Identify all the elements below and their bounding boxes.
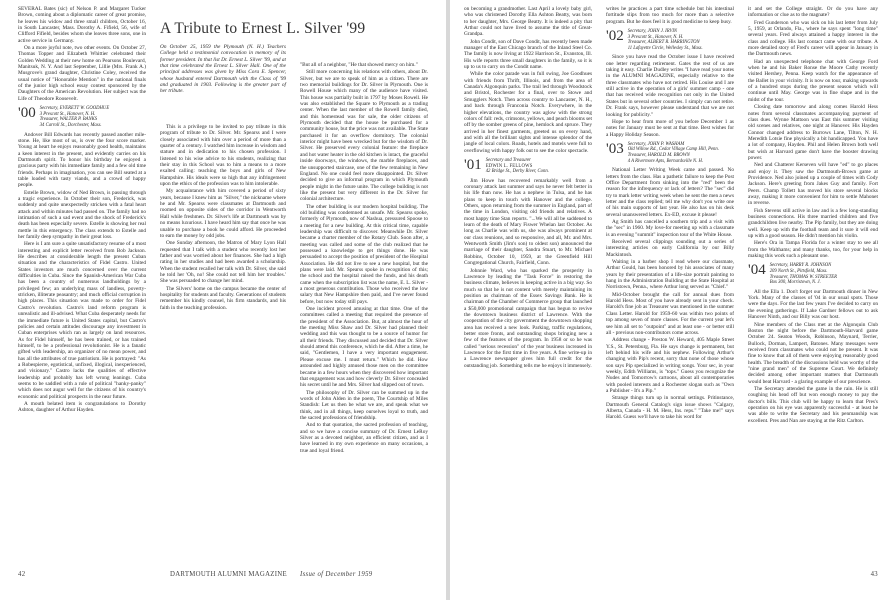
- class-treasurer-address: Box 300, Morristown, N. J.: [769, 280, 821, 286]
- class-officers: [486, 158, 549, 175]
- class-secretary-address: 3 Prescott St., Hanover, N. H.: [39, 111, 96, 117]
- column-1: [18, 6, 146, 561]
- paragraph: Ag Smith has cancelled a southern trip and a visit with the "sec" in 1960. My love-for meeting up with a classmate is an evening "summit" inspection tour of the White House.: [606, 219, 734, 238]
- class-number: '00: [18, 105, 36, 122]
- paragraph: Waiting in a barber shop I read where our classmate, Arthur Gould, has been honored by his associates of many years by their presentation of a life-size portrait painting to hang in the Administration Building at the State Hospital at Norristown, Penna., where Arthur long served as "Chief.": [606, 259, 734, 291]
- paragraph: Nine members of the Class met at the Algonquin Club Boston the night before the Dartmouth-Harvard game October 24. Seaton Woods, Robinson, Maynard, Terrier, Bullock, Dorman, Lampert, Batones. Many messages were received from classmates who could not be present. It was fine to know that all of them were enjoying reasonably good health. The breadth of the discussions held was worthy of the "nine grand men" of the Supreme Court. We definitely decided among other important matters that Dartmouth would beat Harvard - a glaring example of our prescience.: [748, 321, 878, 385]
- left-page: [0, 0, 446, 600]
- class-heading-1903: [606, 142, 734, 164]
- paragraph: Still more concerning his relations with others, about Dr. Silver, but we are to speak of him as a citizen. There are two memorial buildings for Dr. Silver in Plymouth. One is Rowell House which many of the audience have visited. This house was partially built in 1797 by Moses Rowell. He was also established the Square to Plymouth as a trading center. When the last member of the Rowell family died, and this homestead was for sale, the older citizens of Plymouth decided that the house be purchased for a community house, but the price was not available. The State purchased it for an overflow dormitory. The colonial interior might have been wrecked but for the wisdom of Dr. Silver. He preserved every colonial feature: the fireplace and hot water heater in the old kitchen is intact, the graceful inside doorways, the windows, the marble fireplaces, and the unsupported staircase, one of the few remaining in New England. No one could feel more disappointed. Dr. Silver decided to give an informal program in which Plymouth people might in the future unite. The college building is not like the present but very different in the Dr. Silver for colonial architecture.: [300, 69, 428, 203]
- paragraph: Mid-October brought the call for annual dues from Harold Hess. Most of you have already sent in your check. Harold's fine job as Treasurer was mentioned in the summer Class Letter. Harold for 1959-60 was within two points of top among seven of more classes. For the current year let's see him all set to "outpoint" and at least one - or better still all - previous non-contributors come across.: [606, 291, 734, 336]
- paragraph: While the color parade was in full swing, Joe Goodhues with friends from Thrift, Illinois, and from the area of Canada's Algonquin parks. The trail led through Woodstock and Bristol, Rochester for a final, over to Stowe and Smugglers Notch. Then across country to Lancaster, N. H., and back through Franconia Notch. Everywhere, in the higher elevations, the country was aglow with the strong colors of fall: reds, crimsons, yellows, and peach blooms set off by the somber greens of pine, hemlock and spruce. They arrived in her finest garments, greeted us on every hand, and with all the brilliant sights and intense splendor of the jangle of local colors. Roads, hotels and motels were full to overflowing with happy folk out to see the color spectacle.: [464, 71, 592, 154]
- paragraph: Here's Ora in Tampa Florida for a winter stay to see all from the Walthams; and many thanks, too, for your help in making this work such a pleasant one.: [748, 240, 878, 260]
- article-title: A Tribute to Ernest L. Silver '99: [160, 20, 366, 37]
- class-secretary-address: 209 North St., Pittsfield, Mass.: [769, 269, 828, 274]
- class-heading-1904: [748, 263, 878, 285]
- class-number: '01: [464, 156, 482, 173]
- paragraph: Strange things turn up in normal settings. Pritinstance, Dartmouth General Catalog's sign issue shows "Calgary, Alberta, Canada - H. M. Hess, Ins. reps." "Take me!" says Harold. Guess we'll have to take his word for: [606, 395, 734, 421]
- paragraph: And to that quotation, the sacred profession of teaching, and so we have a concise summary of Dr. Ernest LeRoy Silver as a devoted neighbor, an efficient citizen, and as I have learned in my own experience on many occasions, a true and loyal friend.: [300, 422, 428, 454]
- class-secretary-address: Old Willow Rd., Cedar Village Camp Hill, Penn.: [627, 147, 719, 153]
- paragraph: One incident proved amusing at that time. One of the committees called a meeting that required the presence of the president of the Association. But, at almost the hour of the meeting Miss Shaw and Dr. Silver had planned their wedding and this was thought to be a source of humor for all their friends. They discussed and decided that Dr. Silver should attend this conference, which he did. After a time, he said, "Gentlemen, I have a very important engagement. Please excuse me. I must return." Which he did. How astounded and highly amused those men on the committee became in a few hours when they discovered how important that engagement was and how cleverly Dr. Silver concealed his secret until he and Mrs. Silver had slipped out of town.: [300, 306, 428, 389]
- class-secretary: Secretary, JOHN J. IRVIN: [627, 29, 678, 35]
- paragraph: Here is I am sure a quite unsatisfactory resume of a most interesting and explicit letter received from Bob Jackson. He describes at considerable length the present Cuban situation and the characteristics of Fidel Castro. United States investors are much concerned over the current difficulties in Cuba. Since the Spanish-American War Cuba has been a country of numerous landholdings by a privileged few; an underlying mass of landless, poverty-stricken, illiterate peasantry; and much official corruption in high places. This situation was made to order for Fidel Castro's revolution. Castro's land reform program is unrealistic and ill-advised. What Cuba desperately needs for the immediate future is United States capital, but Castro's policies and certain attitudes discourage any investment in Cuban enterprises which ran as largely on land resources. As for Fidel himself, he has been trained, or has trained himself, to be a professional revolutionist. He is a fanatic gifted with leadership, an organizer of no mean power, and has all the attributes of true patriotism. He is portrayed: "As a Robespierre, egotistical, unfixed, illogical, inexperienced, and visionary." Castro lacks the qualities of effective leadership and probably has left wrong leanings. Cuba seems to be saddled with a rule of political "hanky-panky" which does not augur well for the citizens of his country's economic and political prospects in the near future.: [18, 241, 146, 400]
- paragraph: The Secretary attended the game in the rain. He is still coughing his head off but won enough money to pay the doctor's bills. This club will be happy to learn that Pres's operation on his eye was apparently successful - at least he was able to write the Secretary and his penmanship was excellent. Pres and Nan are staying at the Ritz Carlton.: [748, 385, 878, 424]
- class-treasurer: Treasurer, HAROLD M. BROWN: [627, 153, 690, 159]
- paragraph: Hope to hear from more of you before December 1 as notes for January must be sent at that time. Best wishes for a Happy Holiday Season.: [606, 118, 734, 138]
- paragraph: "But all of a neighbor, "He that showed mercy on him.": [300, 62, 418, 68]
- magazine-title: DARTMOUTH ALUMNI MAGAZINE: [170, 571, 287, 578]
- column-4: [464, 6, 592, 561]
- class-secretary-address: 42 Bridge St., Derby River, Conn.: [485, 169, 549, 175]
- paragraph: On a more joyful note, two other events. On October 27, Thomas Topper and Elizabeth Whittier celebrated their Golden Wedding at their new home on Pearsons Boulevard, Manitsuk, N. Y. And last September, Lillie (Mrs. Frank A.) Musgrove's grand daughter, Christine Coley, received the usual notice of "Honorable Mention" in the national finals of the junior high school essay contest sponsored by the Daughters of the American Revolution. Her subject was the Life of Theodore Roosevelt.: [18, 45, 146, 102]
- paragraph: Received several clippings sounding out a series of interesting articles on early California by our Billy Mackintosh.: [606, 239, 734, 258]
- right-page: [450, 0, 896, 600]
- class-treasurer: Treasurer, THOMAS W. STREETER: [769, 274, 838, 280]
- class-secretary: Secretary, JOHN P. WASHAM: [627, 141, 685, 147]
- class-officers: [628, 29, 703, 51]
- paragraph: The philosophy of Dr. Silver can be summed up in the words of John Alden in the poem, The Courtship of Miles Standish: Let us then be what we are, and speak what we think, and in all things, keep ourselves loyal to truth, and the sacred professions of friendship.: [300, 389, 428, 421]
- paragraph: Estelle Brown, widow of Ned Brown, is passing through a tragic experience. In October their son, Frederick, was suddenly and quite unexpectedly stricken with a fatal heart attack and within minutes had passed on. The family had no intimation of such a sad event and the shock of Frederick's death has been especially severe. Estelle is showing her real mettle in this emergency. The class extends to Estelle and her family deep sympathy in their great loss.: [18, 189, 146, 241]
- paragraph: One Sunday afternoon, the Matron of Mary Lyon Hall requested that I talk with a student who recently lost her father and was worried about her finances. She had a high rating in her studies and had been awarded a scholarship. When the student recalled her talk with Dr. Silver, she said he told her 'Oh, no! She could not tell him her troubles.' She was persuaded to change her mind.: [160, 240, 286, 285]
- column-5: [606, 6, 734, 561]
- issue-label: Issue of December 1959: [300, 571, 373, 578]
- paragraph: Johnnie Ward, who has sparked the prosperity in Lawrence by leading the "Task Force" in restoring the business climate, believes in keeping active in a big way. So much so that he is not content with merely maintaining its position as chairman of the Essex Savings Bank. He is chairman of the Chamber of Commerce group that launched a $50,000 promotional campaign that has begun to revive the downtown business district of Lawrence. With the cooperation of the city government the downtown shopping area has received a new look. Parking, traffic regulations, better store fronts, and outstanding shops bringing new a few of the features of the program. In 1958 or so he was called "serious recession" of the year business increased in Lawrence for the first time in five years. A fine write-up in a Lawrence newspaper gives him full credit for the outstanding job. Something tells me he enjoys it immensely.: [464, 267, 592, 369]
- class-number: '04: [748, 262, 766, 279]
- column-6: [748, 6, 878, 561]
- paragraph: on becoming a grandmother. Last April a lovely baby girl, who was christened Dorothy Ella Ashton Beatty, was born to her daughter, Mrs. George Beatty. It is indeed a pity that Arthur could not have lived to assume the title of Great-Grandpa.: [464, 6, 592, 38]
- class-treasurer-address: 34 Carroll St., Dorchester, Mass.: [39, 122, 102, 128]
- class-officers: [628, 142, 719, 164]
- paragraph: John Condit, son of Dave Condit, has recently been made manager of the East Chicago branch of the Inland Steel Co. The family is now living at 1922 Harrison St., Evanston, Ill. His wife reports three small daughters in the family, so it is up to us to carry on the Condit name.: [464, 38, 592, 71]
- class-treasurer: Treasurer, WALTER P. BANKS: [39, 117, 98, 123]
- class-number: '03: [606, 140, 624, 157]
- paragraph: it and set the College straight. Or do you have any information or clue as to the magnate?: [748, 6, 878, 19]
- class-heading-1901: [464, 158, 592, 175]
- paragraph: The other building is our modern hospital building. The old building was condemned as unsafe. Mr. Spearss spoke, formerly of Plymouth, now of Nashua, pressured Spoose to a meeting for a new building. At this critical time, capable leadership was difficult to discover. Meanwhile Dr. Silver became a charter member of the Rotary Club. Soon after, a meeting was called and some of the club realized that he possessed a knowledge to get things done. He was persuaded to accept the position of president of the Hospital Association. He did not live to see a new hospital, but the plans were laid. Mr. Spearss spoke in recognition of this; the school and the hospital raised the funds, and his death came when the subscription list was the name, E. L. Silver - a most generous contribution. Those who received the low salary that New Hampshire then paid, and I've never found before, but now today still pays.: [300, 203, 428, 305]
- class-secretary: Secretary, HARRY R. JOHNSON: [769, 263, 832, 269]
- column-3: [300, 62, 428, 556]
- page-number-left: 42: [18, 571, 26, 578]
- class-secretary: Secretary and Treasurer: [485, 157, 532, 163]
- paragraph: Andover Bill Edwards has recently passed another mile-stone. He, like most of us, is over the four score marker. Young at heart he enjoys reasonably good health, maintains a keen interest in the present, and evidently carries on his Dartmouth spirit. To honor his birthday he enjoyed a gracious party with his immediate family and a few old time friends. Perhaps in imagination, you can see Bill seated at a table loaded with tasty viands, and a crowd of happy people.: [18, 131, 146, 189]
- class-treasurer-address: 4 A Rivermore Apts, Bernardsville N. H.: [627, 158, 704, 164]
- class-heading-1902: [606, 29, 734, 51]
- class-secretary: Secretary, EVERETT W. GOODHUE: [39, 106, 110, 112]
- paragraph: Fred Gunderson who was sick on his last letter from July 5, 1959, at Orlando, Fla., where he says spent "long time" several years. Fred always attained a happy interest in the class and college. His last contact came with our tribute. A more detailed story of Fred's career will appear in January in the Dartmouth news.: [748, 19, 878, 58]
- class-treasurer: Treasurer, ALBERT R. HARRINGTON: [627, 40, 700, 46]
- paragraph: Ned and Chatterer Kerseven will have "ed" to go places and enjoy it. They saw the Dartmouth-Brown game at Providence. Ned also joined up a couple of times with Cody Jackson. Here's greeting from Jakes Guy and family. Fort Peers. Champ Tollett has moved his store several blocks away, making it more convenient for him to settle Mahonet in reverse.: [748, 162, 878, 207]
- paragraph: The Silvers' home on the campus became the center of hospitality for students and faculty. Generations of students remember his kindly counsel, his firm standards, and his faith in the teaching profession.: [160, 285, 286, 311]
- class-officers: [770, 263, 837, 285]
- paragraph: My acquaintance with him covered a period of sixty years, because I knew him as "Silver," the nickname where he and Mr. Spearss were classmates at Dartmouth and roomed on opposite sides of the corridor in Wentworth Hall while freshmen. Dr. Silver's life at Dartmouth was by no means luxurious. I have heard him say that once he was unable to purchase a book he could afford. He proceeded to earn the money by odd jobs.: [160, 188, 286, 239]
- article-intro: On October 25, 1959 the Plymouth (N. H.) Teachers College held a testimonial convocation in memory of its former president. In that list Dr. Ernest L. Silver '99, and at that time celebrated the Ernest L. Silver Hall. One of the principal addresses was given by Miss Cora E. Spencer, whose husband entered Dartmouth with the Class of '99 and graduated in 1903. Following is the greater part of her tribute.: [160, 44, 286, 95]
- class-treasurer-address: 11 Lafayette Circle, Wellesley St., Mass.: [627, 45, 703, 51]
- class-secretary-name: EDWIN L. FELLOWS: [485, 163, 533, 169]
- paragraph: Had an unexpected telephone chat with George Ford when he and his Baker Ronse the Moore Cathy recently visited Hershey, Penna. Keep watch for the appearance of the Ballet in your vicinity. It is now on tour, making upwards of a hundred stops during the present season which will continue until May. George was in fine shape and in the midst of the tour.: [748, 58, 878, 103]
- paragraph: SEVERAL Bates (sic) of Nelson P. and Margaret Tucker Brown, coming about a diplomatic career of great promise, he leaves his widow and three small children, October 16, in South Lancaster, Mass. Dorothy A. Fifield, 56, wife of Clifford Fifield, besides whom she leaves three sons, one in active service in Germany.: [18, 6, 146, 44]
- paragraph: writes he practices a part time schedule but his intestinal fortitude slips from too much for more than a selective program. But he does feel it is good medicine to keep busy.: [606, 6, 734, 25]
- paragraph: A mouth belated item is congratulations to Dorothy Ashton, daughter of Arthur Hayden.: [18, 400, 146, 414]
- paragraph: Address change - Preston W. Heward, 405 Maple Street Y.S., St. Petersburg, Fla. He says change is permanent, but left behind his wife and his nephew. Following Arthur's changing with Pip's recent, sorry that none of those whose son says Pip specialized in writing songs. Your sec, in your weekly, Edith Williams, is "tops." Guess you recognize the Nudes and Tomorrow's cartoons, about all contemporaries with pooled interests and a Rochester slogan such as "Own a Publisher - It's a Pip.": [606, 337, 734, 394]
- class-number: '02: [606, 28, 624, 45]
- paragraph: Fish Stevens still active in law and is a few long-standing business connections. His three married children and five grandchildren live nearby. The Pip family, but they are doing well. Keep up with the football team and it sure it will end up with a good season. He didn't mention his violin.: [748, 207, 878, 240]
- paragraph: Closing date tomorrow and along comes Harold Hess notes from several classmates accompanying payment of class dues. Wynne Mattoon was East this summer visiting old scenes and relatives, one night at Hanover. His Hayden Connor changed address to Burrows Lane, Tilton, N. H. Meredith Lotsie fine physically a bit handicapped. You have a lot of company, Hayden. Phil and Helen Brown both well but wish at Harvard game don't have the booster drawing power.: [748, 104, 878, 161]
- class-heading-1900: [18, 106, 146, 128]
- class-officers: [40, 106, 109, 128]
- page-number-right: 43: [870, 571, 878, 578]
- paragraph: Jim Howe has recovered remarkably well from a coronary attack last summer and says he never felt better in his life than now. He has a nephew in Tulsa, and he has plans to keep in touch with Hanover and the college. Others, upon returning from the summer in England, part of the time in London, visiting old friends and relatives. A most happy time Stan reports. "...We will all be saddened to learn of the death of Mary Fiswer Whelan last October. As long as Charlie was with us, she was always prominent at our class reunions, and so responsive, and all, Mr. and Mrs. Wentworth Smith (Jim's son) to oldest son) announced the marriage of their daughter, Sandra Stuart, to Mr. Michael Robbins, October 10, 1959, at the Greenfield Hill Congregational Church, Fairfield, Conn.: [464, 177, 592, 267]
- column-2: [160, 124, 286, 554]
- paragraph: National Letter Writing Week came and passed. No letters from the class. Has a pathetic failure to keep the Post Office Department from sinking into the "red" been the reason for the infrequency or lack of letters? The "sec" did try to mark letter writing week when he sent the men a news letter and the class replied; tell me why don't you write one of his main supports of last year. He also has on his desk several unanswered letters. Ex-ED, excuse it please!: [606, 167, 734, 218]
- class-secretary-address: 3 Prescott St., Hanover, N. H.: [627, 34, 684, 40]
- paragraph: This is a privilege to be invited to pay tribute in this program of tribute to Dr. Silver. Mr. Spearss and I were closely associated with him over a period of more than a quarter of a century. I watched him increase in wisdom and stature and in dedication to his chosen profession. I listened to his wise advice to his students, realizing that their stay in this School was to him a means to a more exalted calling: teaching the boys and girls of New Hampshire. His ideals were so high that any infringement upon the ethics of the profession was to him intolerable.: [160, 124, 286, 188]
- paragraph: Since you have read the October issue I have received one letter regarding retirement. Gates the rest of us are taking it easy. Charlie Dudley writes "I have read your notes in the ALUMNI MAGAZINE, especially relative to the three classmates who have not retired. His Louise and I are still active in the operation of a girls' summer camp - one that has received wide recognition not only in the United States but in several other countries. I simply can not retire. Dr. Frank says, however please understand that we are not looking for publicity.": [606, 54, 734, 118]
- paragraph: All the Ella 1. Don't forget our Dartmouth dinner in New York. Many of the classes of '04 in our usual spots. Those were the days. For the last few years I've decided to carry on the evening gatherings. If Lake Gardner fellows out to ask Hanover Ninth, and our Billy was our host.: [748, 288, 878, 321]
